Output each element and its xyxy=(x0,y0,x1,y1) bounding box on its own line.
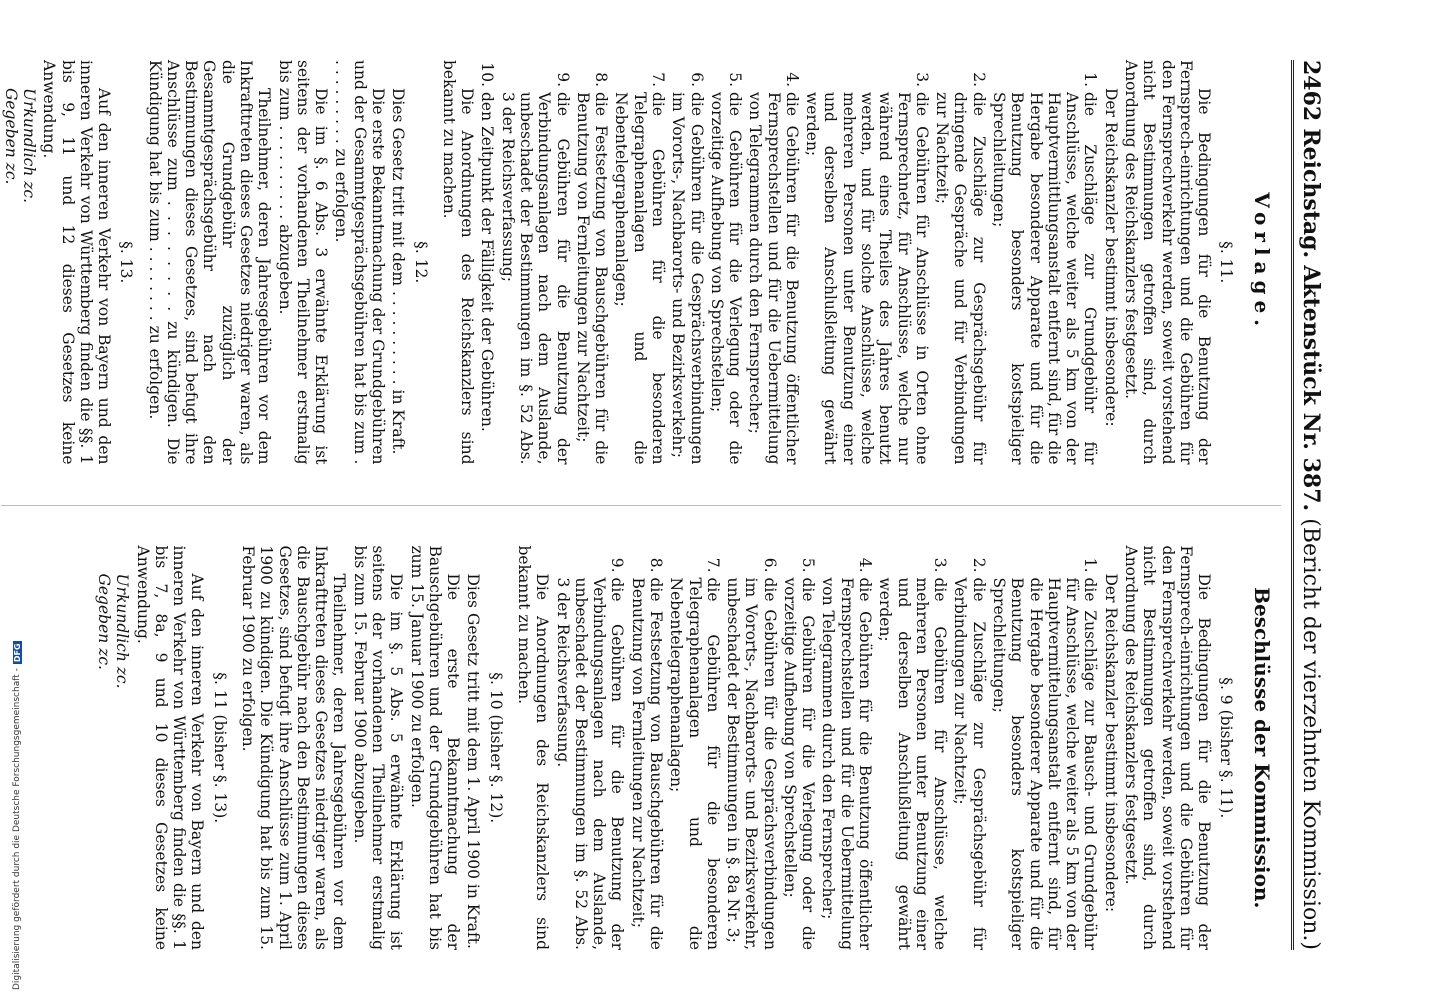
list-item: 5. die Gebühren für die Verlegung oder die vorzeitige Aufhebung von Sprechstellen; xyxy=(781,578,818,951)
list-item: 6. die Gebühren für die Gesprächsverbindungen im Vororts-, Nachbarorts- und Bezirksverkehr; xyxy=(669,92,706,465)
list-item: 2. die Zuschläge zur Gesprächsgebühr für Verbindungen zur Nachtzeit; xyxy=(951,578,988,951)
section-heading: §. 11. xyxy=(1217,241,1236,284)
list-item: 2. die Zuschläge zur Gesprächsgebühr für dringende Gespräche und für Verbindungen zur Nachtzeit; xyxy=(933,92,988,465)
page-header xyxy=(1291,60,1324,950)
publication-title: Reichstag. xyxy=(1298,128,1324,259)
list-item: 4. die Gebühren für die Benutzung öffentlicher Fernsprechstellen und für die Uebermittelung von Telegrammen durch den Fernsprecher; xyxy=(819,578,874,951)
list-item: 9. die Gebühren für die Benutzung der Verbindungsanlagen nach dem Auslande, unbeschadet der Bestimmungen im §. 52 Abs. 3 der Reichsverfassung; xyxy=(498,92,571,465)
column-divider xyxy=(1,505,1281,506)
paragraph: Die erste Bekanntmachung der Bauschgebühren und der Grundgebühren hat bis zum 15. Januar 1900 zu erfolgen. xyxy=(407,545,463,950)
credit-text: Digitalisierung gefördert durch die Deutsche Forschungsgemeinschaft - xyxy=(12,668,22,990)
list-item: 10. den Zeitpunkt der Fälligkeit der Gebühren. xyxy=(478,92,496,465)
signature-line: Urkundlich zc. xyxy=(19,88,38,204)
list-item: 6. die Gebühren für die Gesprächsverbindungen im Vororts-, Nachbarorts- und Bezirksverkehr, unbeschadet der Bestimmungen in §. 8a Nr. 3; xyxy=(724,578,779,951)
document-number: Aktenstück Nr. 387. xyxy=(1298,265,1324,512)
paragraph: Der Reichskanzler bestimmt insbesondere: xyxy=(1101,88,1120,427)
signature-line: Urkundlich zc. xyxy=(113,573,132,689)
paragraph: Die Bedingungen für die Benutzung der Fernsprech-einrichtungen und die Gebühren für den Fernsprechverkehr werden, soweit vorstehend nicht Bestimmungen getroffen sind, durch Anordnung des Reichskanzlers festgesetzt. xyxy=(1122,545,1214,950)
section-heading: §. 9 (bisher §. 11). xyxy=(1217,677,1236,819)
page-number: 2462 xyxy=(1298,60,1324,122)
section-heading: §. 10 (bisher §. 12). xyxy=(486,672,505,824)
ordered-list xyxy=(553,546,1099,951)
paragraph: Theilnehmer, deren Jahresgebühren vor dem Inkrafttreten dieses Gesetzes niedriger waren, als die Grundgebühr zuzüglich der Gesammtgesprächsgebühr nach den Bestimmungen dieses Gesetzes, sind befugt ihre Anschlüsse zum . . . . . . . . zu kündigen. Die Kündigung hat bis zum . . . . . . . . zu erfolgen. xyxy=(145,60,274,465)
list-item: 1. die Zuschläge zur Bausch- und Grundgebühr für Anschlüsse, welche weiter als 5 km von der Hauptvermittelungsanstalt entfernt sind, für die Hergabe besonderer Apparate und für die Benutzung besonders kostspieliger Sprechleitungen; xyxy=(990,578,1100,951)
dfg-logo: DFG xyxy=(12,643,22,663)
list-item: 3. die Gebühren für Anschlüsse in Orten ohne Fernsprechnetz, für Anschlüsse, welche nur während eines Theiles des Jahres benutzt werden, und für solche Anschlüsse, welche mehreren Personen unter Benutzung einer und derselben Anschlußleitung gewährt werden; xyxy=(803,92,931,465)
ordered-list xyxy=(478,60,1099,465)
list-item: 1. die Zuschläge zur Grundgebühr für Anschlüsse, welche weiter als 5 km von der Hauptvermittlungsanstalt entfernt sind, für die Hergabe besonderer Apparate und für die Benutzung besonders kostspieliger Sprechleitungen; xyxy=(990,92,1100,465)
list-item: 5. die Gebühren für die Verlegung oder die vorzeitige Aufhebung von Sprechstellen; xyxy=(708,92,745,465)
paragraph: Die erste Bekanntmachung der Grundgebühren und der Gesammtgesprächsgebühren hat bis zum . . . . . . . . . . zu erfolgen. xyxy=(332,60,388,465)
column-title-vorlage: Vorlage. xyxy=(1250,192,1274,333)
list-item: 9. die Gebühren für die Benutzung der Verbindungsanlagen nach dem Auslande, unbeschadet der Bestimmungen im §. 52 Abs. 3 der Reichsverfassung. xyxy=(553,578,626,951)
list-item: 4. die Gebühren für die Benutzung öffentlicher Fernsprechstellen und für die Uebermittelung von Telegrammen durch den Fernsprecher; xyxy=(746,92,801,465)
paragraph: Dies Gesetz tritt mit dem . . . . . . . . . . in Kraft. xyxy=(389,88,408,455)
report-title: (Bericht der vierzehnten Kommission.) xyxy=(1298,518,1323,950)
signature-line: Gegeben zc. xyxy=(1,88,20,185)
list-item: 8. die Festsetzung von Bauschgebühren für die Benutzung von Fernleitungen zur Nachtzeit; xyxy=(574,92,611,465)
list-item: 7. die Gebühren für die besonderen Telegraphenanlagen und die Nebentelegraphenanlagen; xyxy=(667,578,722,951)
signature-line: Gegeben zc. xyxy=(95,573,114,670)
paragraph: Die Anordnungen des Reichskanzlers sind bekannt zu machen. xyxy=(515,545,552,950)
document-page xyxy=(1,0,1364,1000)
section-heading: §. 12. xyxy=(411,241,430,284)
paragraph: Auf den inneren Verkehr von Bayern und den inneren Verkehr von Württemberg finden die §§. 1 bis 7, 8a, 9 und 10 dieses Gesetzes keine Anwendung. xyxy=(133,545,207,950)
paragraph: Theilnehmer, deren Jahresgebühren vor dem Inkrafttreten dieses Gesetzes niedriger waren, als die Bauschgebühr nach den Bestimmungen dieses Gesetzes, sind befugt ihre Anschlüsse zum 1. April 1900 zu kündigen. Die Kündigung hat bis zum 15. Februar 1900 zu erfolgen. xyxy=(239,545,349,950)
section-heading: §. 13. xyxy=(117,241,136,284)
paragraph: Die Bedingungen für die Benutzung der Fernsprech-einrichtungen und die Gebühren für den Fernsprechverkehr werden, soweit vorstehend nicht Bestimmungen getroffen sind, durch Anordnung des Reichskanzlers festgesetzt. xyxy=(1122,60,1214,465)
paragraph: Die Anordnungen des Reichskanzlers sind bekannt zu machen. xyxy=(439,60,477,465)
right-column-beschluesse xyxy=(1,546,1281,951)
list-item: 7. die Gebühren für die besonderen Telegraphenanlagen und die Nebentelegraphenanlagen; xyxy=(612,92,667,465)
paragraph: Der Reichskanzler bestimmt insbesondere: xyxy=(1101,573,1120,913)
paragraph: Auf den inneren Verkehr von Bayern und den inneren Verkehr von Württemberg finden die §§. 1 bis 9, 11 und 12 dieses Gesetzes keine Anwendung. xyxy=(40,60,114,465)
section-heading: §. 11 (bisher §. 13). xyxy=(210,672,229,824)
paragraph: Die im §. 5 Abs. 5 erwähnte Erklärung ist seitens der vorhandenen Theilnehmer erstmalig bis zum 15. Februar 1900 abzugeben. xyxy=(350,545,406,950)
column-title-beschluesse: Beschlüsse der Kommission. xyxy=(1250,587,1274,909)
paragraph: Dies Gesetz tritt mit dem 1. April 1900 in Kraft. xyxy=(464,573,483,949)
list-item: 3. die Gebühren für Anschlüsse, welche mehreren Personen unter Benutzung einer und derselben Anschlußleitung gewährt werden; xyxy=(876,578,949,951)
left-column-vorlage xyxy=(1,60,1281,465)
paragraph: Die im §. 6 Abs. 3 erwähnte Erklärung ist seitens der vorhandenen Theilnehmer erstmalig bis zum . . . . . . . . . . abzugeben. xyxy=(275,60,331,465)
digitization-credit xyxy=(10,590,24,990)
list-item: 8. die Festsetzung von Bauschgebühren für die Benutzung von Fernleitungen zur Nachtzeit; xyxy=(628,578,665,951)
